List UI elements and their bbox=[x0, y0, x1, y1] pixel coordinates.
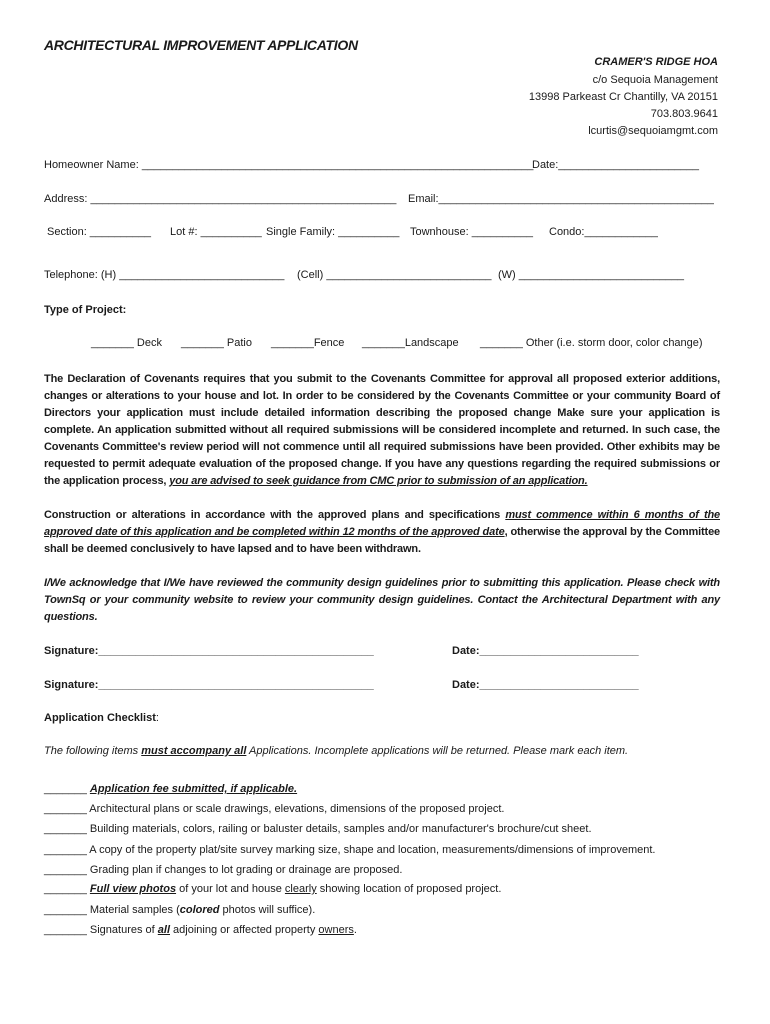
checklist-heading-colon: : bbox=[155, 712, 159, 724]
checklist-item-text: A copy of the property plat/site survey marking size, shape and location, measurements/dimensions of improvement. bbox=[89, 844, 656, 856]
checklist-item-text: of your lot and house bbox=[176, 883, 285, 895]
checklist-item-materials bbox=[44, 823, 592, 835]
project-patio-option[interactable]: _______ Patio bbox=[181, 337, 252, 349]
checklist-blank[interactable]: _______ bbox=[44, 823, 87, 835]
construction-paragraph bbox=[44, 507, 720, 558]
telephone-cell-field[interactable]: (Cell) ___________________________ bbox=[297, 269, 492, 281]
checklist-blank[interactable]: _______ bbox=[44, 783, 87, 795]
project-fence-option[interactable]: _______Fence bbox=[271, 337, 345, 349]
checklist-blank[interactable]: _______ bbox=[44, 803, 87, 815]
checklist-item-text: Application fee submitted, if applicable. bbox=[89, 783, 298, 795]
hoa-phone: 703.803.9641 bbox=[650, 108, 718, 120]
project-type-heading: Type of Project: bbox=[44, 304, 127, 316]
section-field[interactable]: Section: __________ bbox=[47, 226, 151, 238]
hoa-care-of: c/o Sequoia Management bbox=[592, 74, 718, 86]
townhouse-field[interactable]: Townhouse: __________ bbox=[410, 226, 533, 238]
checklist-item-signatures bbox=[44, 924, 357, 936]
checklist-heading-text: Application Checklist bbox=[44, 712, 156, 724]
checklist-heading bbox=[44, 712, 159, 724]
checklist-item-emphasis: clearly bbox=[284, 883, 317, 895]
checklist-blank[interactable]: _______ bbox=[44, 844, 87, 856]
checklist-item-fee bbox=[44, 783, 297, 795]
homeowner-name-field[interactable]: Homeowner Name: ________________________________________________________________ bbox=[44, 159, 534, 171]
signature-date-1[interactable]: Date:__________________________ bbox=[452, 645, 639, 657]
hoa-address: 13998 Parkeast Cr Chantilly, VA 20151 bbox=[528, 91, 718, 103]
checklist-item-grading bbox=[44, 864, 402, 876]
condo-field[interactable]: Condo:____________ bbox=[549, 226, 658, 238]
checklist-item-text: Material samples ( bbox=[89, 904, 180, 916]
checklist-item-emphasis: colored bbox=[179, 904, 220, 916]
checklist-intro-emphasis: must accompany all bbox=[141, 745, 247, 757]
hoa-email: lcurtis@sequoiamgmt.com bbox=[588, 125, 718, 137]
project-landscape-option[interactable]: _______Landscape bbox=[362, 337, 459, 349]
signature-date-2[interactable]: Date:__________________________ bbox=[452, 679, 639, 691]
construction-end: , otherwise the approval by the Committee shall be deemed conclusively to have lapsed and to have been withdrawn. bbox=[44, 526, 721, 555]
checklist-item-plans bbox=[44, 803, 504, 815]
checklist-blank[interactable]: _______ bbox=[44, 924, 87, 936]
checklist-item-photos bbox=[44, 883, 501, 895]
telephone-work-field[interactable]: (W) ___________________________ bbox=[498, 269, 684, 281]
acknowledgement-paragraph bbox=[44, 575, 720, 626]
checklist-blank[interactable]: _______ bbox=[44, 883, 87, 895]
checklist-item-text: Architectural plans or scale drawings, elevations, dimensions of the proposed project. bbox=[89, 803, 505, 815]
checklist-intro-start: The following items bbox=[44, 745, 142, 757]
address-field[interactable]: Address: __________________________________________________ bbox=[44, 193, 397, 205]
checklist-item-text: Signatures of bbox=[89, 924, 158, 936]
signature-line-2[interactable]: Signature:_____________________________________________ bbox=[44, 679, 374, 691]
signature-line-1[interactable]: Signature:_____________________________________________ bbox=[44, 645, 374, 657]
checklist-item-emphasis: Full view photos bbox=[89, 883, 177, 895]
checklist-item-emphasis: owners bbox=[318, 924, 354, 936]
lot-field[interactable]: Lot #: __________ bbox=[170, 226, 262, 238]
construction-start: Construction or alterations in accordance with the approved plans and specifications bbox=[44, 509, 501, 521]
telephone-home-field[interactable]: Telephone: (H) ___________________________ bbox=[44, 269, 285, 281]
checklist-item-text: showing location of proposed project. bbox=[316, 883, 502, 895]
construction-emphasis: must commence within 6 months of the approved date of this application and be completed within 12 months of the approved date bbox=[44, 509, 721, 538]
checklist-item-text: Grading plan if changes to lot grading or drainage are proposed. bbox=[89, 864, 403, 876]
checklist-item-emphasis: all bbox=[157, 924, 170, 936]
project-other-option[interactable]: _______ Other (i.e. storm door, color change) bbox=[480, 337, 703, 349]
checklist-item-text: photos will suffice). bbox=[219, 904, 316, 916]
checklist-intro-end: Applications. Incomplete applications will be returned. Please mark each item. bbox=[246, 745, 629, 757]
single-family-field[interactable]: Single Family: __________ bbox=[266, 226, 400, 238]
covenants-paragraph bbox=[44, 371, 720, 490]
page-title: ARCHITECTURAL IMPROVEMENT APPLICATION bbox=[44, 37, 358, 53]
checklist-item-samples bbox=[44, 904, 315, 916]
checklist-item-text: Building materials, colors, railing or baluster details, samples and/or manufacturer's brochure/cut sheet. bbox=[89, 823, 592, 835]
acknowledgement-text: I/We acknowledge that I/We have reviewed the community design guidelines prior to submitting this application. Please check with TownSq or your community website to review your community design guidelines. Contact the Architectural Department with any questions. bbox=[44, 577, 720, 623]
checklist-blank[interactable]: _______ bbox=[44, 864, 87, 876]
project-deck-option[interactable]: _______ Deck bbox=[91, 337, 162, 349]
date-field[interactable]: Date:_______________________ bbox=[532, 159, 699, 171]
checklist-item-plat bbox=[44, 844, 655, 856]
email-field[interactable]: Email:_____________________________________________ bbox=[408, 193, 714, 205]
checklist-intro bbox=[44, 745, 628, 757]
checklist-item-text: . bbox=[353, 924, 357, 936]
covenants-emphasis: you are advised to seek guidance from CMC prior to submission of an application. bbox=[169, 475, 588, 487]
covenants-text: The Declaration of Covenants requires that you submit to the Covenants Committee for approval all proposed exterior additions, changes or alterations to your house and lot. In order to be considered by the Covenants Committee or your community Board of Directors your application must include detailed information describing the proposed change Make sure your application is complete. An application submitted without all required submissions will be considered incomplete and returned. In such case, the Covenants Committee's review period will not commence until all required submissions have been provided. Other exhibits may be requested to permit adequate evaluation of the proposed change. If you have any questions regarding the required submissions or the application process, bbox=[44, 373, 720, 487]
checklist-item-text: adjoining or affected property bbox=[170, 924, 319, 936]
checklist-blank[interactable]: _______ bbox=[44, 904, 87, 916]
hoa-name: CRAMER'S RIDGE HOA bbox=[594, 56, 718, 68]
